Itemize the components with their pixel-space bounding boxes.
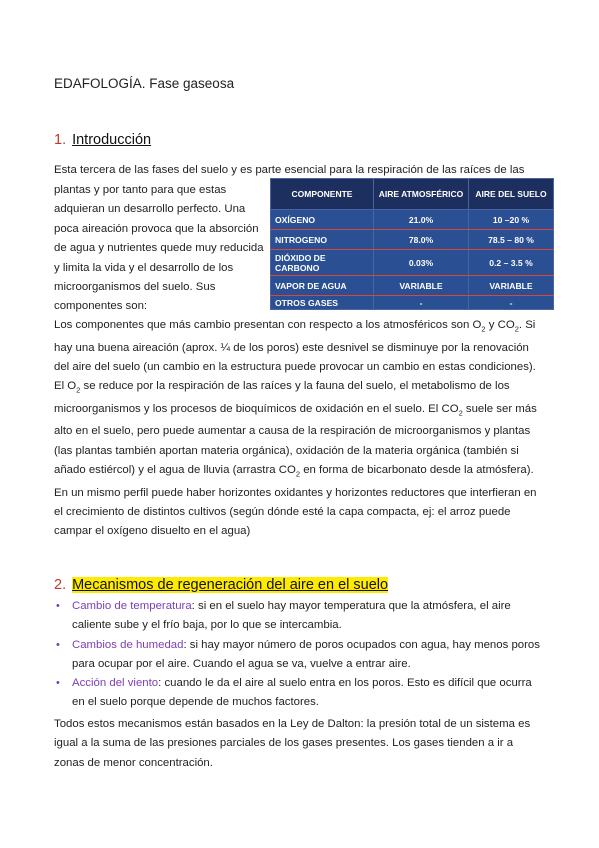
paragraph-text: . Si hay una buena aireación (aprox. ¼ de los poros) este desnivel se disminuye por la renovación del aire del suelo (un cambio en la estructura puede provocar un cambio en estas condiciones). El O <box>54 319 536 393</box>
gas-composition-table <box>270 178 554 310</box>
bullet-term: Acción del viento <box>72 677 159 690</box>
table-row <box>271 210 554 230</box>
subscript: 2 <box>458 408 463 418</box>
table-header-cell: AIRE DEL SUELO <box>469 179 554 210</box>
paragraph-text: suele ser más alto en el suelo, pero puede aumentar a causa de la respiración de microorganismos y plantas (las plantas también aportan materia orgánica), oxidación de la materia orgánica (también si añado estiércol) y el agua de lluvia (arrastra CO <box>54 402 537 476</box>
subscript: 2 <box>76 385 81 395</box>
bullet-icon: • <box>56 677 60 690</box>
document-title: EDAFOLOGÍA. Fase gaseosa <box>54 76 235 91</box>
list-item <box>54 597 546 636</box>
table-cell: OTROS GASES <box>271 296 374 310</box>
intro-wrapped-text: plantas y por tanto para que estas adquieran un desarrollo perfecto. Una poca aireación provoca que la absorción de agua y nutrientes quede muy reducida y limita la vida y el desarrollo de los microorganismos del suelo. Sus componentes son: <box>54 184 264 313</box>
section-2-title: Mecanismos de regeneración del aire en el suelo <box>72 577 389 593</box>
components-paragraph <box>54 316 546 541</box>
mechanisms-list <box>54 597 546 713</box>
list-item <box>54 674 546 713</box>
section-2-heading <box>54 577 388 593</box>
section-1-heading <box>54 132 151 148</box>
table-cell: 78.0% <box>374 230 469 250</box>
closing-paragraph: Todos estos mecanismos están basados en la Ley de Dalton: la presión total de un sistema es igual a la suma de las presiones parciales de los gases presentes. Los gases tienden a ir a zonas de menor concentración. <box>54 718 531 769</box>
subscript: 2 <box>481 324 486 334</box>
table-cell: - <box>374 296 469 310</box>
table-header-cell: AIRE ATMOSFÉRICO <box>374 179 469 210</box>
table-cell: VAPOR DE AGUA <box>271 276 374 296</box>
table-cell: 78.5 – 80 % <box>469 230 554 250</box>
table-row <box>271 230 554 250</box>
table-cell: OXÍGENO <box>271 210 374 230</box>
table-cell: - <box>469 296 554 310</box>
list-item <box>54 636 546 675</box>
bullet-term: Cambios de humedad <box>72 638 184 651</box>
section-1-number: 1. <box>54 132 67 148</box>
bullet-term: Cambio de temperatura <box>72 600 192 612</box>
section-1-title: Introducción <box>72 132 152 148</box>
table-cell: 10 –20 % <box>469 210 554 230</box>
table-cell: VARIABLE <box>374 276 469 296</box>
paragraph-text: se reduce por la respiración de las raíces y la fauna del suelo, el metabolismo de los microorganismos y los procesos de bioquímicos de oxidación en el suelo. El CO <box>54 380 510 415</box>
bullet-text: : si hay mayor número de poros ocupados con agua, hay menos poros para ocupar por el aire. Cuando el agua se va, vuelve a entrar aire. <box>72 638 540 670</box>
subscript: 2 <box>295 469 301 479</box>
table-row <box>271 296 554 310</box>
table-cell: 0.03% <box>374 250 469 276</box>
table-row <box>271 276 554 296</box>
table-cell: VARIABLE <box>469 276 554 296</box>
table-row <box>271 250 554 276</box>
table-header-cell: COMPONENTE <box>271 179 374 210</box>
intro-first-line: Esta tercera de las fases del suelo y es parte esencial para la respiración de las raíces de las <box>54 164 525 176</box>
table-cell: NITROGENO <box>271 230 374 250</box>
paragraph-text: en forma de bicarbonato desde la atmósfera). En un mismo perfil puede haber horizontes oxidantes y horizontes reductores que interfieran en el crecimiento de distintos cultivos (según dónde esté la capa compacta, ej: el arroz puede campar el oxígeno disuelto en el agua) <box>54 463 537 538</box>
paragraph-text: Los componentes que más cambio presentan con respecto a los atmosféricos son O <box>54 319 482 331</box>
subscript: 2 <box>514 324 519 334</box>
table-cell: DIÓXIDO DE CARBONO <box>271 250 374 276</box>
bullet-text: : si en el suelo hay mayor temperatura que la atmósfera, el aire caliente sube y el frío baja, por lo que se intercambia. <box>72 600 511 632</box>
table-cell: 21.0% <box>374 210 469 230</box>
bullet-icon: • <box>56 638 60 651</box>
table-header-row <box>271 179 554 210</box>
section-2-number: 2. <box>54 577 67 593</box>
bullet-icon: • <box>56 600 60 612</box>
bullet-text: : cuando le da el aire al suelo entra en los poros. Esto es difícil que ocurra en el suelo porque depende de muchos factores. <box>72 677 532 709</box>
paragraph-text: y CO <box>485 319 515 331</box>
table-cell: 0.2 – 3.5 % <box>469 250 554 276</box>
